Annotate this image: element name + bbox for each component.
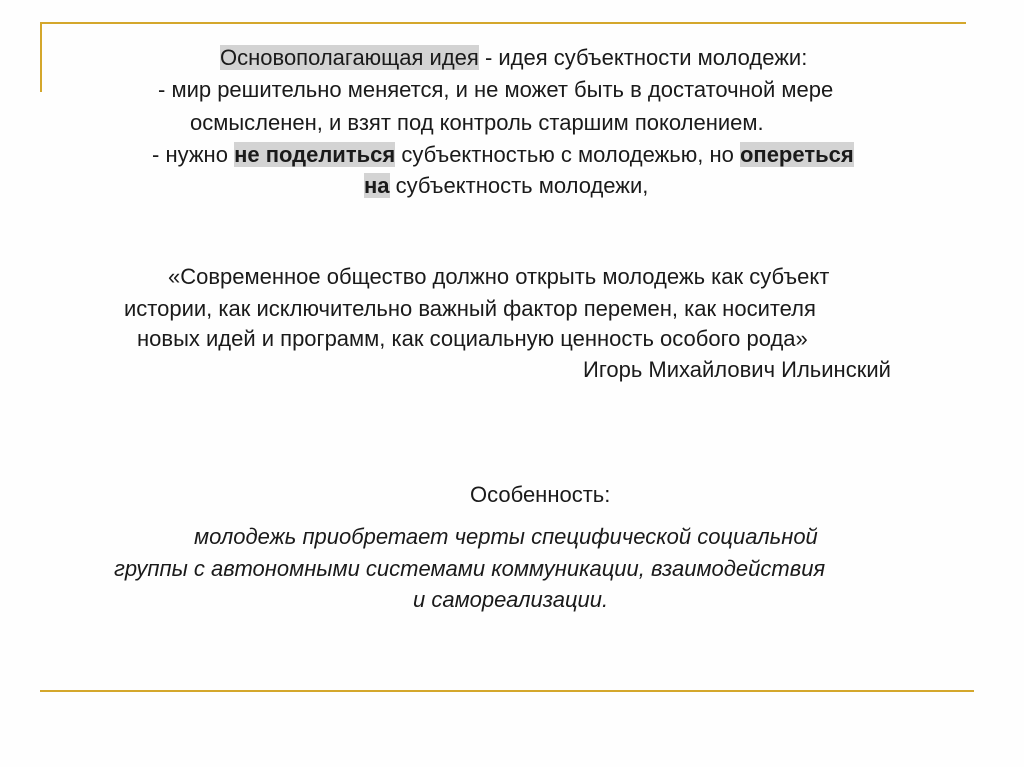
idea-highlight-main: Основополагающая идея bbox=[220, 45, 479, 70]
idea-line-4 bbox=[152, 141, 854, 169]
idea-line-2: - мир решительно меняется, и не может быть в достаточной мере bbox=[158, 77, 834, 102]
top-gold-rule bbox=[40, 22, 966, 24]
idea-line-4-middle: субъектностью с молодежью, но bbox=[395, 142, 740, 167]
idea-highlight-share: не поделиться bbox=[234, 142, 396, 167]
idea-line-5 bbox=[364, 172, 648, 200]
idea-line-1-rest: - идея субъектности молодежи: bbox=[478, 45, 808, 70]
quote-line-3: новых идей и программ, как социальную ценность особого рода» bbox=[137, 326, 808, 351]
feature-line-3: и самореализации. bbox=[413, 587, 609, 612]
idea-line-3: осмысленен, и взят под контроль старшим поколением. bbox=[190, 110, 764, 135]
feature-heading: Особенность: bbox=[470, 482, 611, 507]
idea-highlight-on: на bbox=[364, 173, 390, 198]
idea-line-5-rest: субъектность молодежи, bbox=[389, 173, 649, 198]
idea-highlight-rely: опереться bbox=[739, 142, 854, 167]
idea-line-4-prefix: - нужно bbox=[152, 142, 235, 167]
bottom-gold-rule bbox=[40, 690, 974, 692]
feature-line-1: молодежь приобретает черты специфической социальной bbox=[194, 524, 818, 549]
quote-line-1: «Современное общество должно открыть молодежь как субъект bbox=[168, 264, 830, 289]
feature-line-2: группы с автономными системами коммуникации, взаимодействия bbox=[114, 556, 826, 581]
left-gold-rule bbox=[40, 22, 42, 92]
idea-line-1 bbox=[220, 44, 807, 72]
quote-line-2: истории, как исключительно важный фактор перемен, как носителя bbox=[124, 296, 816, 321]
quote-author: Игорь Михайлович Ильинский bbox=[583, 357, 891, 382]
